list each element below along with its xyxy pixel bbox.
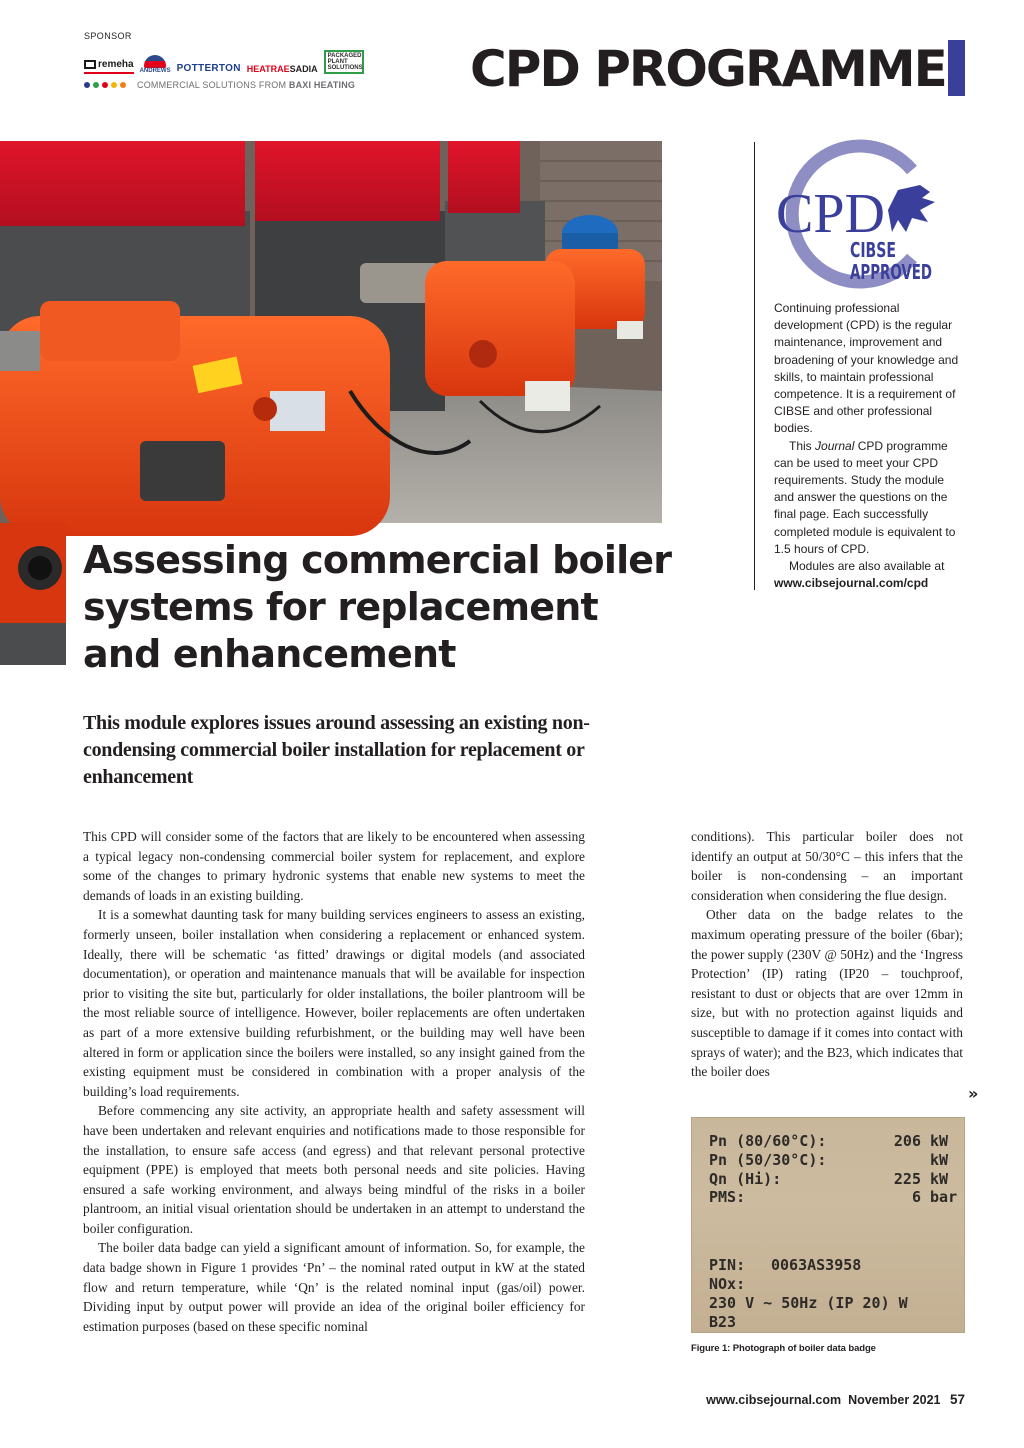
body-paragraph: This CPD will consider some of the factors that are likely to be encountered when assessing a typical legacy non-condensing commercial boiler system for replacement, and explore some of the changes to primary hydronic systems that enable new systems to meet the demands of loads in an existing building. [83,829,585,903]
remeha-logo: remeha [84,59,134,74]
packaged-plant-solutions-logo: PACKAGED PLANT SOLUTIONS [324,50,364,74]
heading-accent-bar [948,40,965,96]
boiler-data-badge-photo [691,1117,965,1333]
badge-power: 230 V ~ 50Hz (IP 20) W [709,1294,908,1312]
badge-row: Pn (80/60°C): 206 kW [709,1132,949,1150]
andrews-logo: ANDREWS [140,55,171,74]
body-column-2 [691,827,963,1082]
body-paragraph: Before commencing any site activity, an appropriate health and safety assessment will have been undertaken and relevant enquiries and notifications made to those responsible for the installation, to ensure safe access (and egress) and that relevant personal protective equipment (PPE) is employed that meets both personal needs and site policies. Having ensured a safe working environment, and always being mindful of the risks in a boiler plantroom, an initial visual orientation should be undertaken in an attempt to understand the boiler configuration. [83,1103,585,1236]
sidebar-paragraph: Continuing professional development (CPD) is the regular maintenance, improvement and broadening of your knowledge and skills, to maintain professional competence. It is a requirement of CIBSE and other professional bodies. [774,301,959,436]
hero-photo [0,141,662,523]
article-standfirst: This module explores issues around assessing an existing non-condensing commercial boiler installation for replacement or enhancement [83,712,590,788]
sponsor-tagline: COMMERCIAL SOLUTIONS FROM BAXI HEATING [137,80,356,90]
sponsor-label: SPONSOR [84,31,132,41]
cpd-cibse-approved-logo [770,140,950,286]
page-footer [706,1392,965,1407]
hero-photo-extension [0,523,66,665]
cpd-logo-text: CPD [776,183,885,245]
body-paragraph: Other data on the badge relates to the maximum operating pressure of the boiler (6bar); the power supply (230V @ 50Hz) and the ‘Ingress Protection’ (IP) rating (IP20 – touchproof, resistant to dust or objects that are over 12mm in size, but with no protection against liquids and susceptible to damage if it comes into contact with sprays of water); and the B23, which indicates that the boiler does [691,907,963,1080]
badge-row: Pn (50/30°C): kW [709,1151,949,1169]
sidebar-paragraph: Modules are also available at [789,559,945,574]
griffin-icon [888,185,935,232]
cibse-text: CIBSE [850,238,896,262]
badge-b23: B23 [709,1313,737,1331]
figure-caption: Figure 1: Photograph of boiler data badge [691,1343,876,1354]
brand-dots [84,80,355,90]
body-paragraph: It is a somewhat daunting task for many building services engineers to assess an existing, formerly unseen, boiler installation when considering a replacement or enhanced system. Ideally, there will be schematic ‘as fitted’ drawings or digital models (and associated documentation), or operation and maintenance manuals that will be available for inspection prior to visiting the site but, particularly for older installations, the boiler plantroom will be the most reliable source of intelligence. However, boiler replacements are often undertaken as part of a more extensive building refurbishment, or the building may well have been altered in form or application since the boilers were installed, so any insight gained from the existing equipment must be considered in combination with a proper analysis of the building’s load requirements. [83,907,585,1099]
badge-row: PMS: 6 bar [709,1188,958,1206]
brand-dot [111,82,117,88]
page-number: 57 [949,1392,965,1407]
cpd-programme-heading: CPD PROGRAMME [470,40,946,98]
badge-row: Qn (Hi): 225 kW [709,1170,949,1188]
cpd-sidebar [774,300,964,592]
footer-site[interactable]: www.cibsejournal.com [706,1393,842,1407]
approved-text: APPROVED [850,260,932,284]
body-column-1 [83,827,585,1336]
body-paragraph: conditions). This particular boiler does not identify an output at 50/30°C – this infers that the boiler is non-condensing – an important consideration when considering the flue design. [691,829,963,903]
badge-pin: PIN: 0063AS3958 [709,1256,862,1274]
potterton-logo: POTTERTON [176,63,241,74]
brand-dot [102,82,108,88]
sponsor-logos [84,48,364,74]
heatrae-sadia-logo: HEATRAESADIA [246,64,318,74]
brand-dot [93,82,99,88]
sidebar-paragraph: This Journal CPD programme can be used to meet your CPD requirements. Study the module and answer the questions on the final page. Each successfully completed module is equivalent to 1.5 hours of CPD. [774,438,956,556]
body-paragraph: The boiler data badge can yield a significant amount of information. So, for example, the data badge shown in Figure 1 provides ‘Pn’ – the nominal rated output in kW at the stated flow and return temperature, while ‘Qn’ is the related nominal input (gas/oil) power. Dividing input by output power will provide an idea of the original boiler efficiency for estimation purposes (based on these specific nominal [83,1240,585,1334]
badge-nox: NOx: [709,1275,746,1293]
brand-dot [84,82,90,88]
sidebar-divider [754,142,755,590]
brand-dot [120,82,126,88]
continue-arrow-icon: » [968,1084,979,1103]
footer-issue: November 2021 [848,1393,941,1407]
article-title: Assessing commercial boiler systems for replacement and enhancement [83,538,672,676]
cpd-link[interactable]: www.cibsejournal.com/cpd [774,576,929,591]
